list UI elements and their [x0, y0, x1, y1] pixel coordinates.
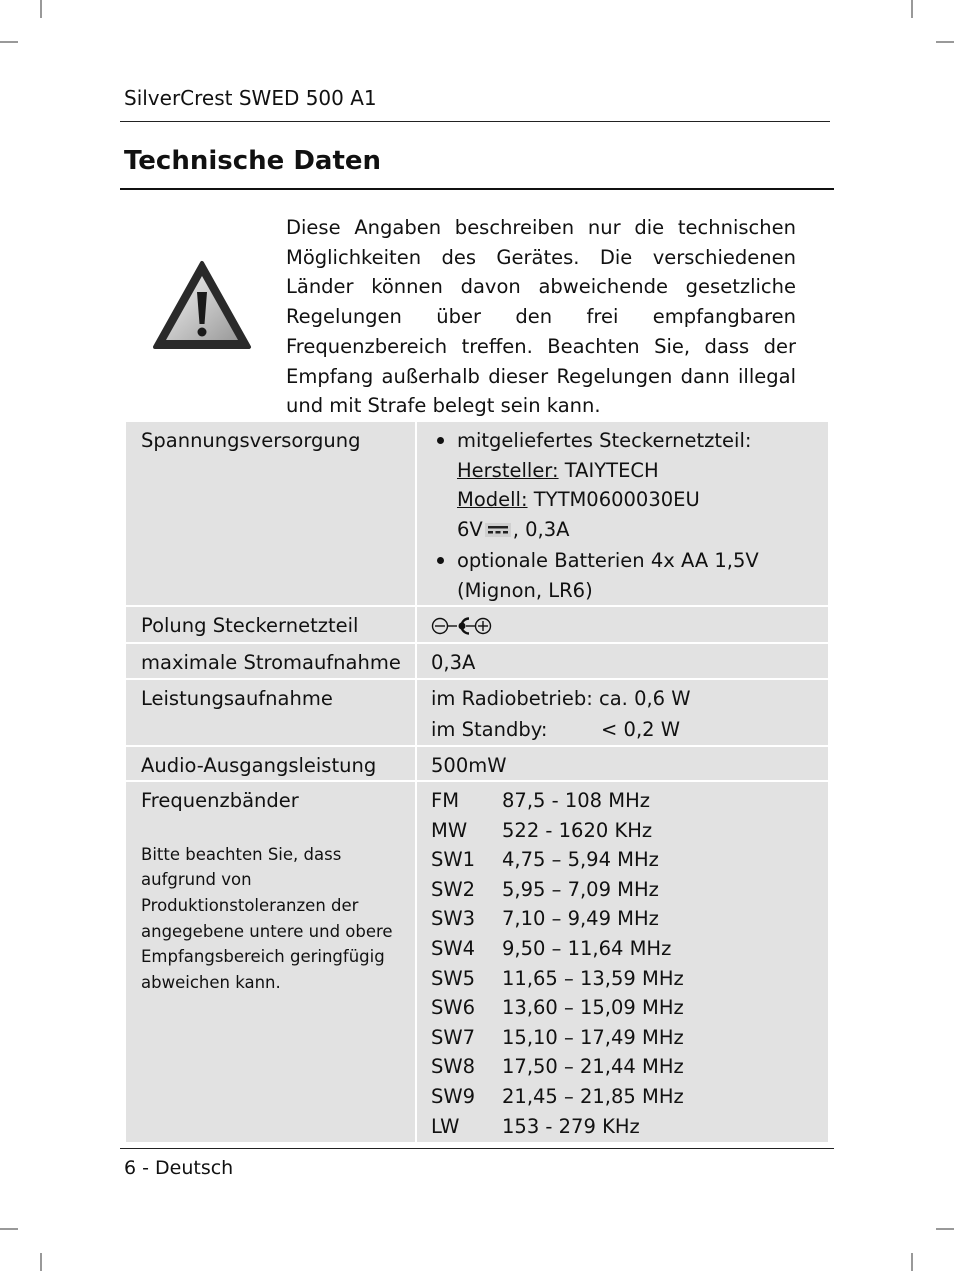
spec-value: 0,3A [431, 651, 476, 674]
manufacturer-line [431, 456, 814, 486]
list-item [431, 964, 814, 994]
spec-label-cell [125, 643, 416, 679]
table-row [125, 781, 829, 1143]
band-range: 11,65 – 13,59 MHz [502, 966, 684, 990]
crop-mark [936, 1228, 954, 1230]
spec-value-cell [416, 679, 829, 746]
section-divider [120, 188, 834, 190]
tolerance-note: Bitte beachten Sie, dass aufgrund von Produktionstoleranzen der angegebene untere und obere Empfangsbereich geringfügig abweichen kann. [141, 844, 393, 993]
crop-mark [0, 41, 18, 43]
band-range: 87,5 - 108 MHz [502, 789, 650, 812]
section-title: Technische Daten [124, 146, 382, 176]
spec-value-cell [416, 643, 829, 679]
band-range: 153 - 279 KHz [502, 1114, 640, 1138]
table-row [125, 679, 829, 746]
spec-value-cell [416, 421, 829, 606]
spec-value-cell [416, 781, 829, 1143]
spec-label: Polung Steckernetzteil [141, 614, 359, 637]
list-item [431, 1052, 814, 1082]
crop-mark [936, 41, 954, 43]
spec-value: (Mignon, LR6) [457, 578, 593, 602]
manufacturer-value: TAIYTECH [558, 458, 659, 482]
band-range: 15,10 – 17,49 MHz [502, 1025, 684, 1049]
spec-value: im Radiobetrieb: ca. 0,6 W [431, 686, 691, 710]
spec-label: Spannungsversorgung [141, 429, 361, 452]
intro-paragraph: Diese Angaben beschreiben nur die technischen Möglichkeiten des Gerätes. Die verschiedenen Länder können davon abweichende gesetzliche Regelungen über den frei empfangbaren Frequenzbereich treffen. Beachten Sie, dass der Empfang außerhalb dieser Regelungen dann illegal und mit Strafe belegt sein kann. [286, 216, 796, 418]
warning-triangle-icon [152, 260, 252, 350]
band-name: SW3 [431, 907, 476, 931]
standby-value: < 0,2 W [601, 718, 681, 741]
band-range: 7,10 – 9,49 MHz [502, 907, 659, 931]
spec-label: Frequenzbänder [141, 789, 299, 812]
band-range: 522 - 1620 KHz [502, 818, 653, 842]
band-range: 17,50 – 21,44 MHz [502, 1055, 684, 1079]
model-label: Modell: [457, 488, 528, 511]
table-row [125, 606, 829, 643]
band-name: SW8 [431, 1055, 476, 1079]
list-item [431, 1023, 814, 1053]
current-value: , 0,3A [512, 517, 570, 541]
spec-table [124, 420, 830, 1144]
band-range: 13,60 – 15,09 MHz [502, 996, 684, 1020]
manufacturer-label: Hersteller: [457, 458, 559, 482]
spec-label: maximale Stromaufnahme [141, 651, 401, 674]
band-name: SW9 [431, 1084, 476, 1108]
list-item [431, 816, 814, 846]
list-item [431, 1112, 814, 1142]
header-product-name: SilverCrest SWED 500 A1 [124, 86, 377, 110]
polarity-symbol-icon [431, 615, 493, 637]
spec-label-cell [125, 679, 416, 746]
band-name: SW5 [431, 966, 476, 990]
spec-label: Leistungsaufnahme [141, 686, 333, 710]
list-item [431, 426, 814, 456]
footer-divider [120, 1148, 834, 1149]
list-item [431, 845, 814, 875]
spec-value-cell [416, 606, 829, 643]
rating-line [431, 515, 814, 545]
list-item [431, 1082, 814, 1112]
spec-label-cell [125, 781, 416, 1143]
bullet-icon [437, 557, 444, 564]
spec-label-cell [125, 606, 416, 643]
band-range: 5,95 – 7,09 MHz [502, 877, 659, 901]
list-item [431, 934, 814, 964]
spec-value-cell [416, 746, 829, 782]
crop-mark [40, 0, 42, 18]
crop-mark [0, 1228, 18, 1230]
dc-current-icon [485, 523, 511, 537]
frequency-band-list [431, 786, 814, 1141]
bullet-icon [437, 437, 444, 444]
list-item [431, 786, 814, 816]
list-item [431, 546, 814, 576]
spec-value: optionale Batterien 4x AA 1,5V [457, 549, 759, 572]
crop-mark [911, 0, 913, 18]
table-row [125, 421, 829, 606]
band-name: LW [431, 1114, 460, 1138]
band-name: SW2 [431, 877, 476, 901]
list-item [431, 904, 814, 934]
band-name: SW1 [431, 848, 476, 872]
spec-value: mitgeliefertes Steckernetzteil: [457, 429, 752, 452]
model-value: TYTM0600030EU [527, 488, 700, 511]
table-row [125, 746, 829, 782]
header-divider [120, 121, 830, 122]
spec-label-cell [125, 421, 416, 606]
band-name: MW [431, 818, 468, 842]
spec-label: Audio-Ausgangsleistung [141, 753, 377, 777]
spec-value: 500mW [431, 753, 507, 777]
list-item [431, 993, 814, 1023]
standby-label: im Standby: [431, 718, 548, 741]
band-name: SW4 [431, 936, 476, 960]
crop-mark [911, 1253, 913, 1271]
spec-label-cell [125, 746, 416, 782]
page-number: 6 - Deutsch [124, 1157, 234, 1179]
band-name: FM [431, 789, 460, 812]
band-name: SW6 [431, 996, 476, 1020]
band-range: 21,45 – 21,85 MHz [502, 1084, 684, 1108]
band-name: SW7 [431, 1025, 476, 1049]
list-item [431, 875, 814, 905]
crop-mark [40, 1253, 42, 1271]
band-range: 4,75 – 5,94 MHz [502, 848, 659, 872]
model-line [431, 485, 814, 515]
voltage-value: 6V [457, 517, 483, 541]
table-row [125, 643, 829, 679]
band-range: 9,50 – 11,64 MHz [502, 936, 672, 960]
standby-line [431, 715, 814, 745]
